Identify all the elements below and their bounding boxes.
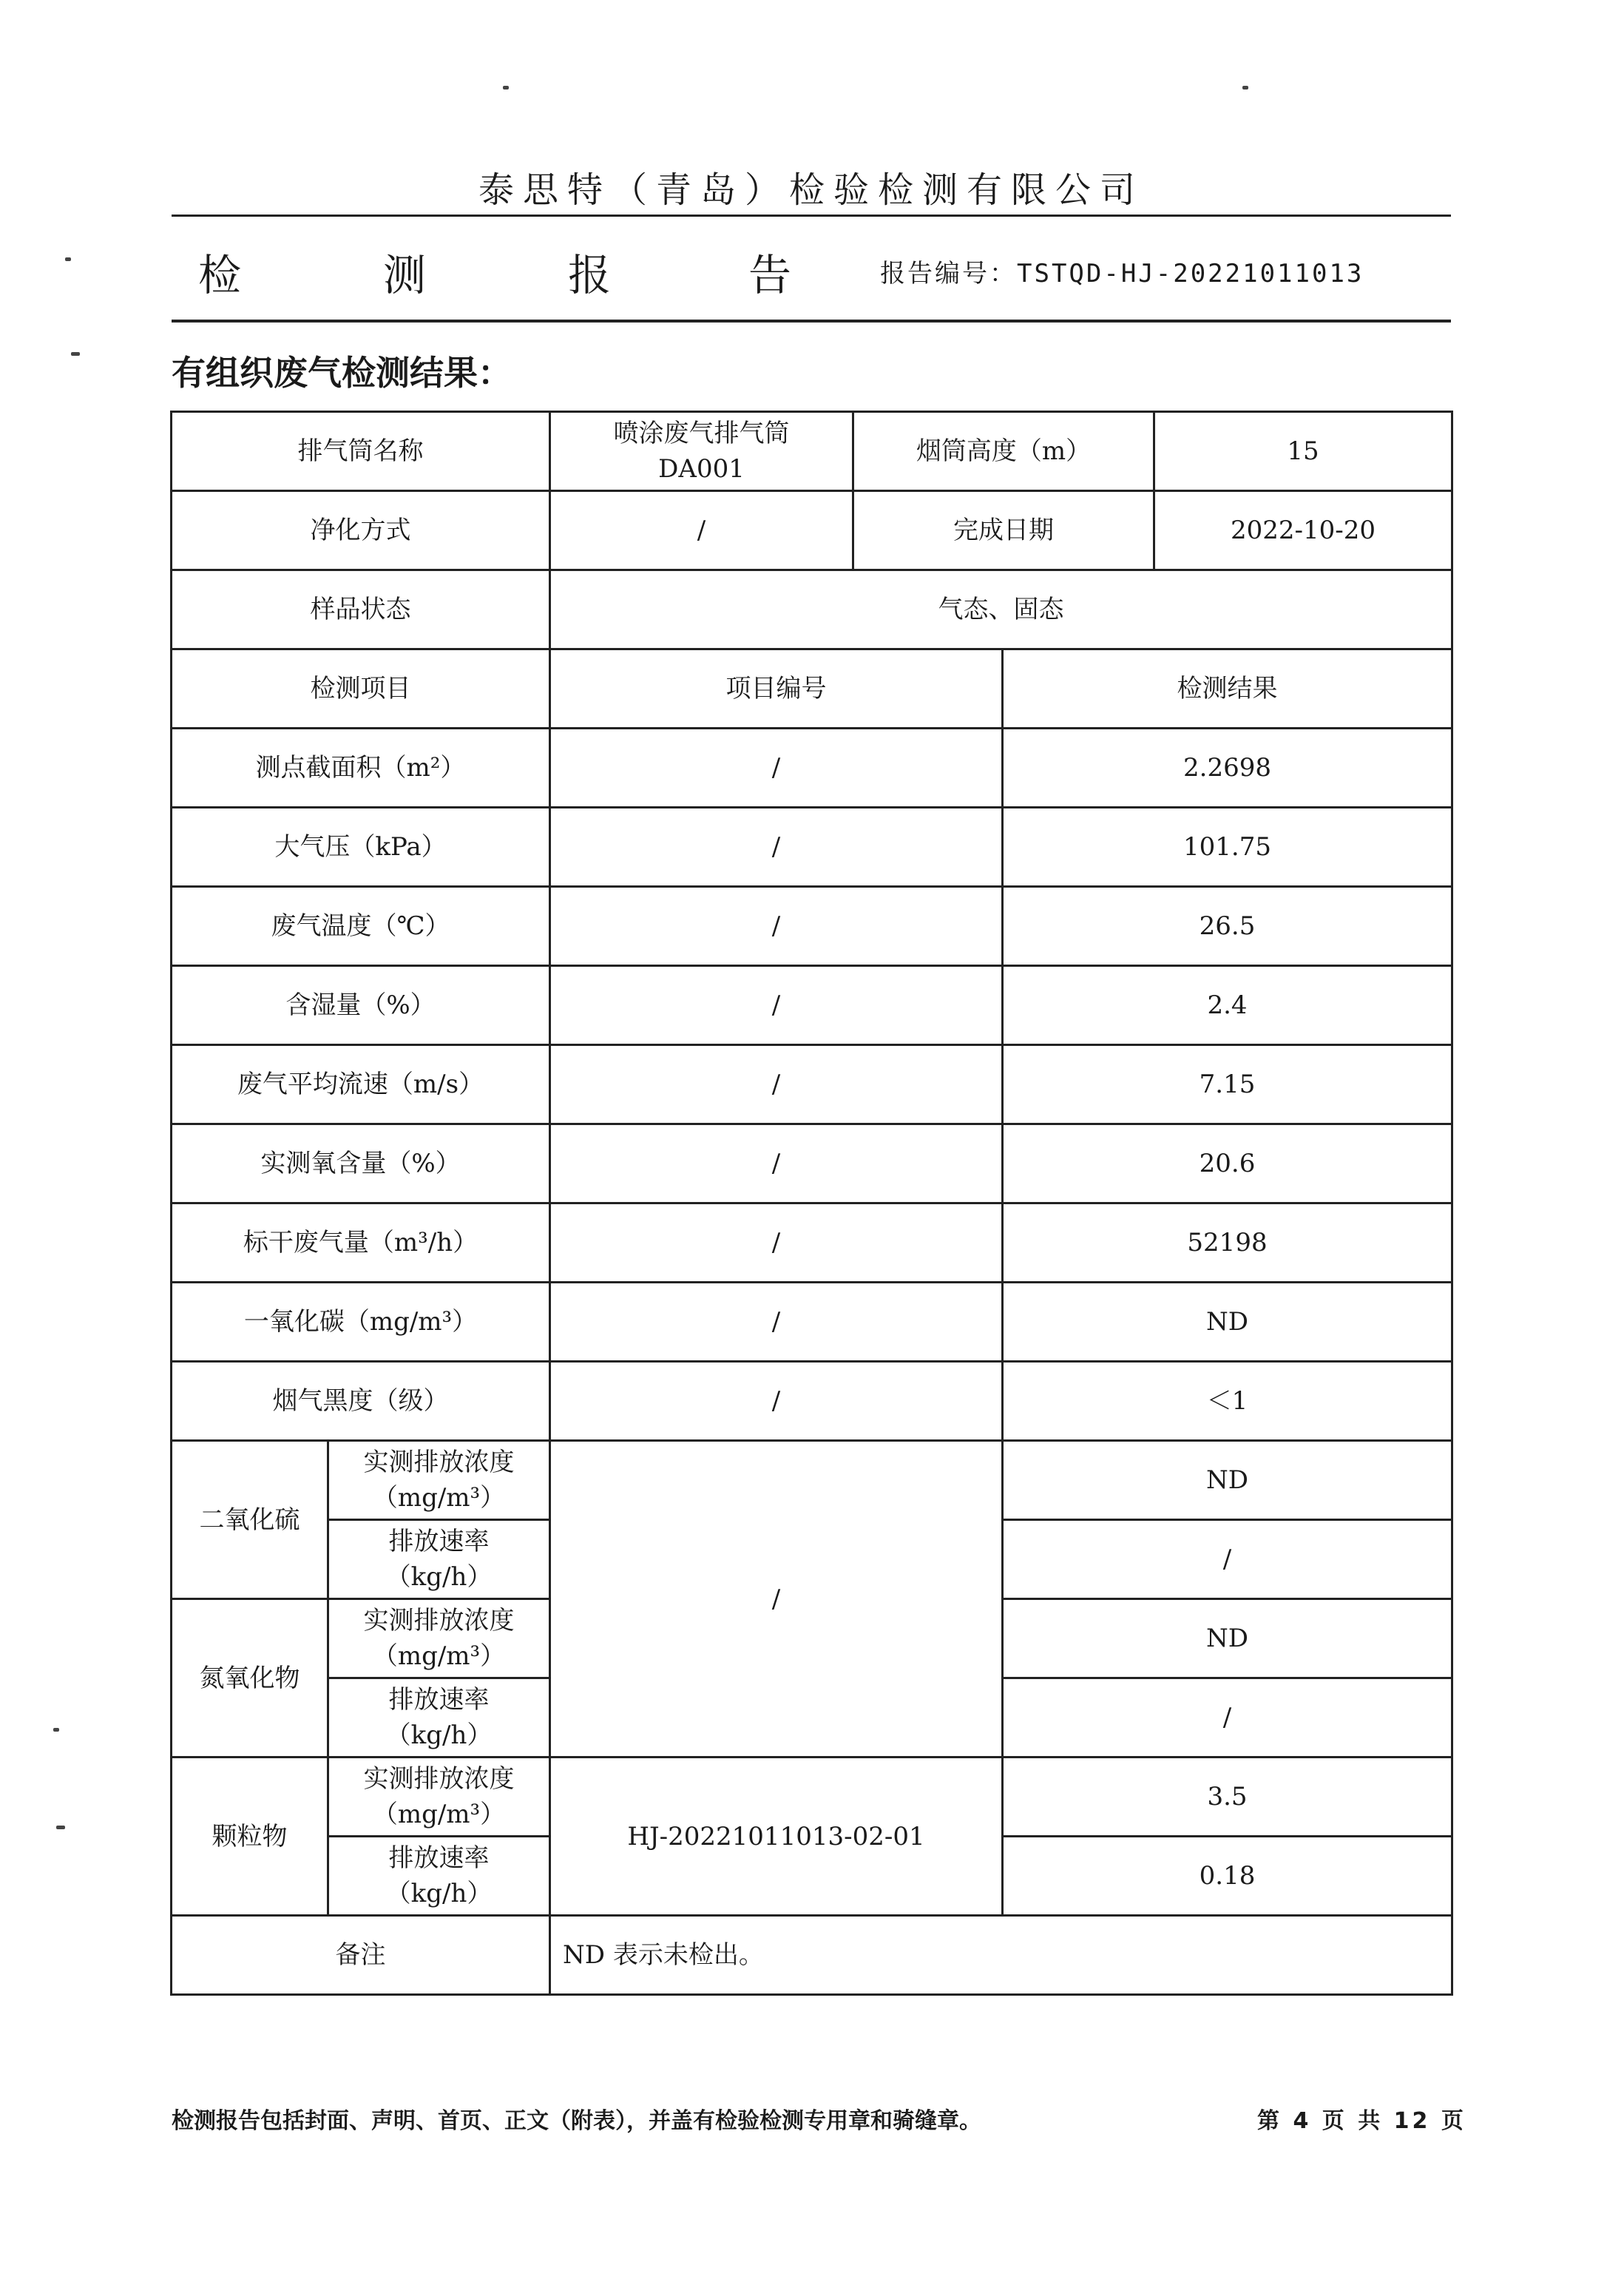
- table-row: [172, 1203, 1452, 1283]
- report-number-value: TSTQD-HJ-20221011013: [1017, 259, 1364, 288]
- scan-speck: [503, 86, 509, 90]
- table-row: [172, 491, 1452, 570]
- item-result: 2.4: [1003, 966, 1452, 1045]
- pm-rate-value: 0.18: [1003, 1837, 1452, 1916]
- item-result: 101.75: [1003, 808, 1452, 887]
- completion-date-value: 2022-10-20: [1230, 516, 1376, 545]
- completion-date-cell: [853, 491, 1452, 570]
- item-result: 2.2698: [1003, 729, 1452, 808]
- table-header-row: [172, 649, 1452, 729]
- purification-value: /: [550, 491, 853, 570]
- col-header-item: 检测项目: [172, 649, 550, 729]
- completion-date-label: 完成日期: [854, 492, 1155, 569]
- table-row: [172, 1362, 1452, 1441]
- table-row: [172, 1758, 1452, 1837]
- so2-conc-value: ND: [1003, 1441, 1452, 1520]
- item-name: 实测氧含量（%）: [172, 1124, 550, 1203]
- pm-code: HJ-20221011013-02-01: [550, 1758, 1003, 1916]
- so2-rate-value: /: [1003, 1520, 1452, 1599]
- nox-conc-value: ND: [1003, 1599, 1452, 1678]
- section-title: 有组织废气检测结果：: [172, 353, 512, 393]
- item-name: 含湿量（%）: [172, 966, 550, 1045]
- remark-value: ND 表示未检出。: [550, 1916, 1452, 1995]
- remark-label: 备注: [172, 1916, 550, 1995]
- shared-code: /: [550, 1441, 1003, 1758]
- company-name: 泰思特（青岛）检验检测有限公司: [478, 169, 1144, 211]
- item-code: /: [550, 1283, 1003, 1362]
- header-rule: [172, 215, 1451, 217]
- table-row: [172, 412, 1452, 491]
- outlet-name-label: 排气筒名称: [172, 412, 550, 491]
- report-title-char-1: 检: [198, 250, 242, 300]
- table-row: [172, 1124, 1452, 1203]
- report-title-char-2: 测: [383, 250, 427, 300]
- so2-rate-label: 排放速率（kg/h）: [328, 1520, 550, 1599]
- scan-speck: [1242, 86, 1248, 90]
- item-code: /: [550, 808, 1003, 887]
- item-result: ND: [1003, 1283, 1452, 1362]
- table-row: [172, 966, 1452, 1045]
- pm-conc-label: 实测排放浓度（mg/m³）: [328, 1758, 550, 1837]
- so2-name: 二氧化硫: [172, 1441, 328, 1599]
- stack-height-value: 15: [1287, 436, 1319, 466]
- item-result: 52198: [1003, 1203, 1452, 1283]
- report-title-char-3: 报: [568, 250, 612, 300]
- item-result: ＜1: [1003, 1362, 1452, 1441]
- item-name: 测点截面积（m²）: [172, 729, 550, 808]
- purification-label: 净化方式: [172, 491, 550, 570]
- pm-rate-label: 排放速率（kg/h）: [328, 1837, 550, 1916]
- sample-state-label: 样品状态: [172, 570, 550, 649]
- table-row: [172, 1045, 1452, 1124]
- nox-rate-label: 排放速率（kg/h）: [328, 1678, 550, 1758]
- item-code: /: [550, 1124, 1003, 1203]
- so2-conc-label: 实测排放浓度（mg/m³）: [328, 1441, 550, 1520]
- item-name: 一氧化碳（mg/m³）: [172, 1283, 550, 1362]
- stack-height-cell: [853, 412, 1452, 491]
- item-result: 20.6: [1003, 1124, 1452, 1203]
- stack-height-label: 烟筒高度（m）: [854, 413, 1155, 490]
- item-code: /: [550, 966, 1003, 1045]
- outlet-name: 喷涂废气排气筒 DA001: [550, 412, 853, 491]
- scan-speck: [71, 352, 80, 356]
- nox-name: 氮氧化物: [172, 1599, 328, 1758]
- table-row: [172, 1283, 1452, 1362]
- item-result: 26.5: [1003, 887, 1452, 966]
- title-rule: [172, 320, 1451, 323]
- item-result: 7.15: [1003, 1045, 1452, 1124]
- table-row: [172, 887, 1452, 966]
- scan-speck: [53, 1728, 59, 1732]
- page-number: 第 4 页 共 12 页: [1257, 2108, 1466, 2134]
- scan-speck: [56, 1826, 65, 1829]
- scan-speck: [65, 257, 71, 261]
- item-code: /: [550, 1203, 1003, 1283]
- table-row: [172, 729, 1452, 808]
- item-name: 烟气黑度（级）: [172, 1362, 550, 1441]
- report-title-char-4: 告: [748, 250, 792, 300]
- sample-state-value: 气态、固态: [550, 570, 1452, 649]
- item-name: 废气温度（℃）: [172, 887, 550, 966]
- pm-conc-value: 3.5: [1003, 1758, 1452, 1837]
- item-code: /: [550, 1362, 1003, 1441]
- item-code: /: [550, 1045, 1003, 1124]
- nox-rate-value: /: [1003, 1678, 1452, 1758]
- item-name: 废气平均流速（m/s）: [172, 1045, 550, 1124]
- item-name: 标干废气量（m³/h）: [172, 1203, 550, 1283]
- table-row: [172, 808, 1452, 887]
- pm-name: 颗粒物: [172, 1758, 328, 1916]
- results-table: [170, 411, 1453, 1996]
- col-header-code: 项目编号: [550, 649, 1003, 729]
- table-row: [172, 1441, 1452, 1520]
- nox-conc-label: 实测排放浓度（mg/m³）: [328, 1599, 550, 1678]
- table-row: [172, 1916, 1452, 1995]
- item-code: /: [550, 729, 1003, 808]
- table-row: [172, 570, 1452, 649]
- col-header-result: 检测结果: [1003, 649, 1452, 729]
- report-number: [880, 253, 1364, 289]
- footer-note: 检测报告包括封面、声明、首页、正文（附表），并盖有检验检测专用章和骑缝章。: [172, 2108, 981, 2134]
- item-name: 大气压（kPa）: [172, 808, 550, 887]
- report-number-label: 报告编号：: [880, 259, 1017, 288]
- item-code: /: [550, 887, 1003, 966]
